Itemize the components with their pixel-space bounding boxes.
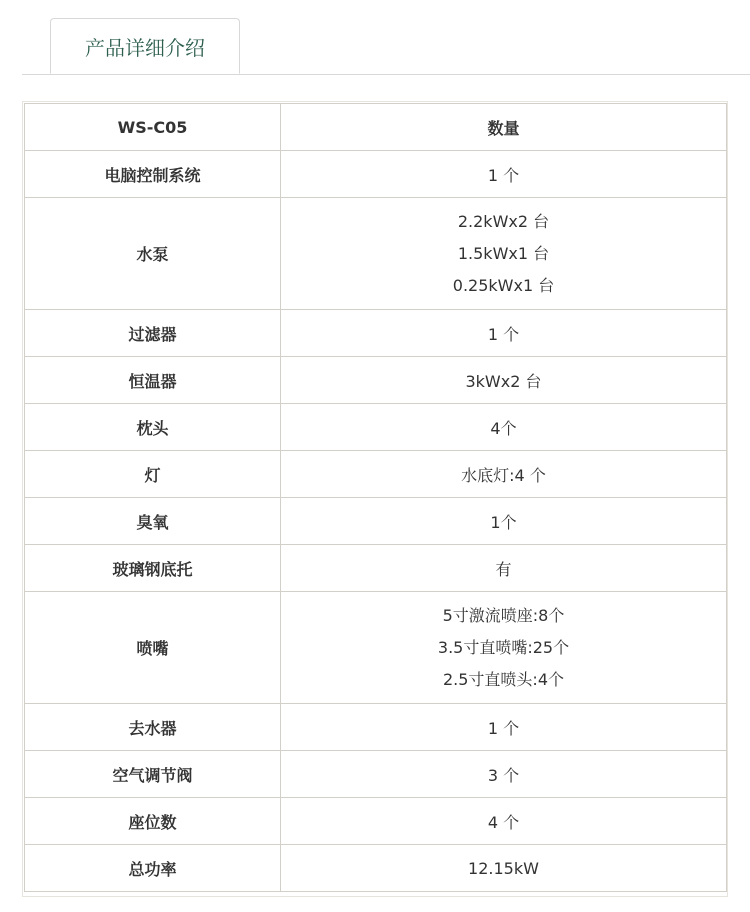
row-value [281, 798, 727, 845]
row-value-line: 1 个 [487, 165, 520, 185]
row-label: 空气调节阀 [25, 751, 281, 798]
row-label: 恒温器 [25, 357, 281, 404]
row-value-line: 3.5寸直喷嘴:25个 [437, 637, 570, 657]
row-label: 枕头 [25, 404, 281, 451]
row-value [281, 751, 727, 798]
table-row [25, 198, 727, 310]
table-row [25, 592, 727, 704]
row-value-line: 1 个 [487, 324, 520, 344]
header-model: WS-C05 [25, 104, 281, 151]
table-row [25, 845, 727, 892]
spec-table-body [25, 104, 727, 892]
row-label: 去水器 [25, 704, 281, 751]
table-row [25, 151, 727, 198]
row-value-line: 1 个 [487, 718, 520, 738]
row-value-line: 4个 [490, 418, 517, 438]
table-header-row [25, 104, 727, 151]
row-label: 水泵 [25, 198, 281, 310]
row-value [281, 310, 727, 357]
table-row [25, 798, 727, 845]
tab-bar [22, 0, 750, 75]
row-value-line: 1.5kWx1 台 [457, 243, 550, 263]
row-label: 喷嘴 [25, 592, 281, 704]
table-row [25, 310, 727, 357]
row-value-line: 5寸激流喷座:8个 [442, 605, 565, 625]
tab-product-details[interactable] [50, 18, 240, 74]
row-value [281, 151, 727, 198]
table-row [25, 357, 727, 404]
spec-table [24, 103, 727, 892]
row-value-line: 3 个 [487, 765, 520, 785]
row-value-line: 1个 [490, 512, 517, 532]
table-row [25, 545, 727, 592]
table-row [25, 404, 727, 451]
row-value [281, 404, 727, 451]
table-row [25, 498, 727, 545]
tab-label: 产品详细介绍 [85, 35, 205, 60]
row-value-line: 4 个 [487, 812, 520, 832]
row-value-line: 12.15kW [468, 858, 539, 878]
row-value [281, 845, 727, 892]
header-quantity: 数量 [281, 104, 727, 151]
row-label: 总功率 [25, 845, 281, 892]
row-value [281, 545, 727, 592]
row-value [281, 451, 727, 498]
row-label: 过滤器 [25, 310, 281, 357]
row-value-line: 2.5寸直喷头:4个 [442, 669, 565, 689]
row-label: 玻璃钢底托 [25, 545, 281, 592]
row-value-line: 有 [495, 559, 512, 579]
row-value-line: 0.25kWx1 台 [452, 275, 555, 295]
row-value [281, 704, 727, 751]
table-row [25, 451, 727, 498]
row-value-line: 2.2kWx2 台 [457, 211, 550, 231]
row-value-line: 水底灯:4 个 [461, 465, 546, 485]
row-value-line: 3kWx2 台 [465, 371, 542, 391]
row-value [281, 592, 727, 704]
row-label: 臭氧 [25, 498, 281, 545]
row-value [281, 498, 727, 545]
table-row [25, 704, 727, 751]
row-label: 电脑控制系统 [25, 151, 281, 198]
row-label: 座位数 [25, 798, 281, 845]
row-label: 灯 [25, 451, 281, 498]
table-row [25, 751, 727, 798]
row-value [281, 357, 727, 404]
row-value [281, 198, 727, 310]
